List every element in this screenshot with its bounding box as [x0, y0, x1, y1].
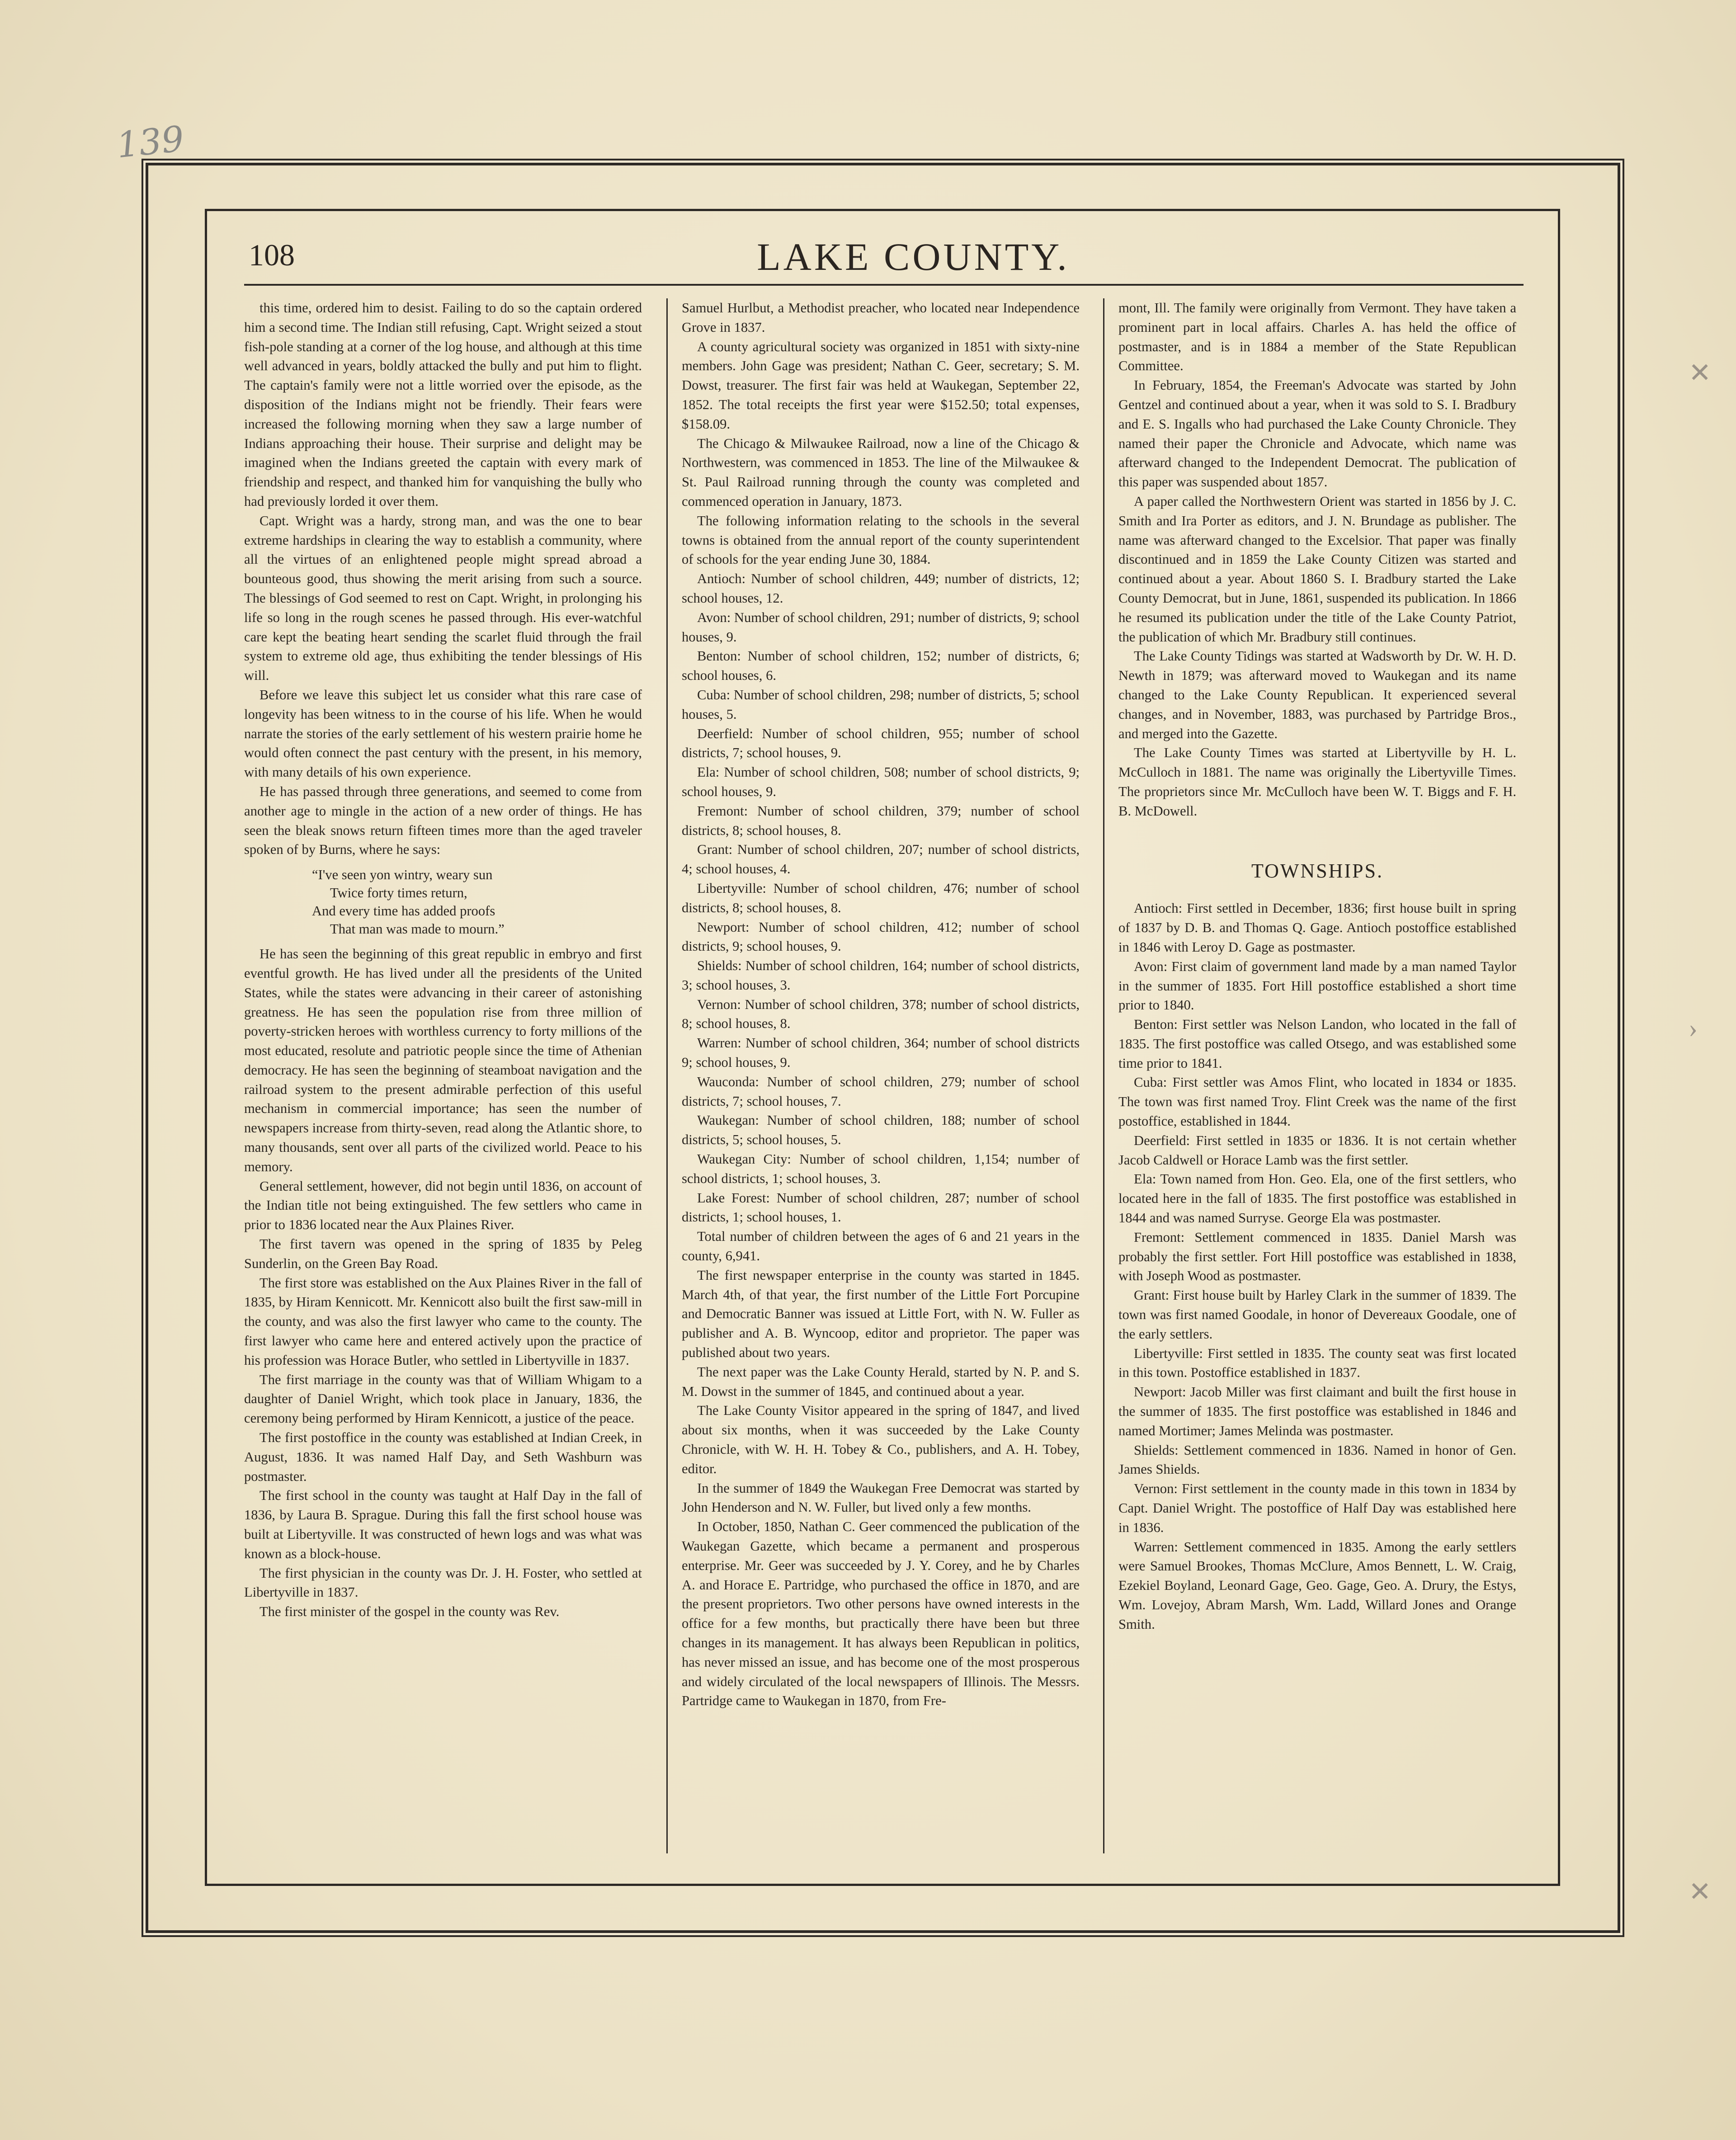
paragraph: The Chicago & Milwaukee Railroad, now a line of the Chicago & Northwestern, was commenced in 1853. The line of the Milwaukee & St. Paul Railroad running through the county was completed and commenced operation in January, 1873.: [682, 435, 1080, 509]
paragraph: The first minister of the gospel in the county was Rev.: [259, 1604, 560, 1620]
paragraph: A county agricultural society was organized in 1851 with sixty-nine members. John Gage was president; Nathan C. Geer, secretary; S. M. Dowst, treasurer. The first fair was held at Waukegan, September 22, 1852. The total receipts the first year were $152.50; total expenses, $158.09.: [682, 339, 1080, 432]
paragraph: Warren: Number of school children, 364; number of school districts 9; school houses, 9.: [682, 1035, 1080, 1070]
paragraph: In October, 1850, Nathan C. Geer commenced the publication of the Waukegan Gazette, which became a permanent and prosperous enterprise. Mr. Geer was succeeded by J. Y. Corey, and he by Charles A. and Horace E. Partridge, who purchased the office in 1870, and are the present proprietors. Two other persons have owned interests in the office for a few months, but practically there have been but three changes in its management. It has always been Republican in politics, has never missed an issue, and has become one of the most prosperous and widely circulated of the local newspapers of Illinois. The Messrs. Partridge came to Waukegan in 1870, from Fre-: [682, 1519, 1080, 1709]
paragraph: Shields: Settlement commenced in 1836. Named in honor of Gen. James Shields.: [1118, 1442, 1516, 1477]
paragraph: Cuba: First settler was Amos Flint, who located in 1834 or 1835. The town was first named Troy. Flint Creek was the name of the first postoffice, established in 1844.: [1118, 1075, 1516, 1129]
paragraph: Newport: Number of school children, 412; number of school districts, 9; school houses, 9.: [682, 919, 1080, 954]
paragraph: Avon: First claim of government land made by a man named Taylor in the summer of 1835. Fort Hill postoffice established a short time prior to 1840.: [1118, 958, 1516, 1013]
header-rule: [244, 284, 1524, 286]
text-column-3: [1118, 298, 1516, 1634]
paragraph: Cuba: Number of school children, 298; number of districts, 5; school houses, 5.: [682, 687, 1080, 722]
paragraph: In February, 1854, the Freeman's Advocate was started by John Gentzel and continued about a year, when it was sold to S. I. Bradbury and E. S. Ingalls who had purchased the Lake County Chronicle. They named their paper the Chronicle and Advocate, which name was afterward changed to the Independent Democrat. The publication of this paper was suspended about 1857.: [1118, 377, 1516, 490]
text-column-2: [682, 298, 1080, 1711]
paragraph: Lake Forest: Number of school children, 287; number of school districts, 1; school houses, 1.: [682, 1190, 1080, 1225]
paragraph: Capt. Wright was a hardy, strong man, and was the one to bear extreme hardships in clearing the way to establish a community, where all the virtues of an enlightened people might spread abroad a bounteous good, thus showing the merit arising from such a source. The blessings of God seemed to rest on Capt. Wright, in prolonging his life so long in the rough scenes he passed through. His ever-watchful care kept the beating heart sending the scarlet fluid through the frail system to extreme old age, thus exhibiting the tender blessings of His will.: [244, 513, 642, 683]
verse-line: And every time has added proofs: [312, 903, 495, 919]
paragraph: Wauconda: Number of school children, 279; number of school districts, 7; school houses, 7.: [682, 1074, 1080, 1109]
paragraph: mont, Ill. The family were originally from Vermont. They have taken a prominent part in local affairs. Charles A. has held the office of postmaster, and is in 1884 a member of the State Republican Committee.: [1118, 300, 1516, 374]
running-head: LAKE COUNTY.: [757, 235, 1070, 278]
column-1-paragraphs-after: [244, 944, 642, 1621]
paragraph: Avon: Number of school children, 291; number of districts, 9; school houses, 9.: [682, 609, 1080, 645]
paragraph: In the summer of 1849 the Waukegan Free Democrat was started by John Henderson and N. W. Fuller, but lived only a few months.: [682, 1480, 1080, 1515]
column-divider: [1103, 298, 1104, 1853]
paragraph: Fremont: Settlement commenced in 1835. Daniel Marsh was probably the first settler. Fort Hill postoffice was established in 1838, with Joseph Wood as postmaster.: [1118, 1229, 1516, 1284]
paragraph: Grant: First house built by Harley Clark in the summer of 1839. The town was first named Goodale, in honor of Devereaux Goodale, one of the early settlers.: [1118, 1287, 1516, 1342]
verse-line: That man was made to mourn.”: [330, 921, 505, 937]
paragraph: Grant: Number of school children, 207; number of school districts, 4; school houses, 4.: [682, 842, 1080, 877]
paragraph: The first physician in the county was Dr. J. H. Foster, who settled at Libertyville in 1837.: [244, 1565, 642, 1600]
paragraph: Shields: Number of school children, 164; number of school districts, 3; school houses, 3.: [682, 958, 1080, 993]
paragraph: He has seen the beginning of this great republic in embryo and first eventful growth. He has lived under all the presidents of the United States, while the states were advancing in their career of astonishing greatness. He has seen the population rise from three million of poverty-stricken heroes with worthless currency to forty millions of the most educated, resolute and patriotic people since the time of Athenian democracy. He has seen the beginning of steamboat navigation and the railroad system to the present admirable perfection of this useful mechanism in commercial importance; has seen the number of newspapers increase from thirty-seven, read along the Atlantic shore, to many thousands, sent over all parts of the civilized world. Peace to his memory.: [244, 946, 642, 1174]
paragraph: Libertyville: First settled in 1835. The county seat was first located in this town. Postoffice established in 1837.: [1118, 1345, 1516, 1381]
paragraph: Deerfield: First settled in 1835 or 1836. It is not certain whether Jacob Caldwell or Horace Lamb was the first settler.: [1118, 1132, 1516, 1168]
paragraph: Before we leave this subject let us consider what this rare case of longevity has been witness to in the course of his life. When he would narrate the stories of the early settlement of his western prairie home he would often connect the past century with the present, in his memory, with many details of his own experience.: [244, 687, 642, 780]
paragraph: Benton: First settler was Nelson Landon, who located in the fall of 1835. The first postoffice was called Otsego, and was established some time prior to 1841.: [1118, 1017, 1516, 1071]
paragraph: The Lake County Visitor appeared in the spring of 1847, and lived about six months, when it was succeeded by the Lake County Chronicle, with W. H. H. Tobey & Co., publishers, and A. H. Tobey, editor.: [682, 1403, 1080, 1476]
paragraph: The first school in the county was taught at Half Day in the fall of 1836, by Laura B. Sprague. During this fall the first school house was built at Libertyville. It was constructed of hewn logs and was what was known as a block-house.: [244, 1488, 642, 1561]
handwritten-page-number: 139: [114, 118, 186, 166]
paragraph: Vernon: First settlement in the county made in this town in 1834 by Capt. Daniel Wright. The postoffice of Half Day was established here in 1836.: [1118, 1481, 1516, 1535]
column-1-paragraphs: [244, 298, 642, 859]
paragraph: Samuel Hurlbut, a Methodist preacher, who located near Independence Grove in 1837.: [682, 300, 1080, 335]
paragraph: The first marriage in the county was that of William Whigam to a daughter of Daniel Wright, which took place in January, 1836, the ceremony being performed by Hiram Kennicott, a justice of the peace.: [244, 1372, 642, 1426]
paragraph: Benton: Number of school children, 152; number of districts, 6; school houses, 6.: [682, 648, 1080, 683]
paragraph: Total number of children between the ages of 6 and 21 years in the county, 6,941.: [682, 1229, 1080, 1264]
paragraph: Newport: Jacob Miller was first claimant and built the first house in the summer of 1835. The first postoffice was established in 1846 and named Mortimer; James Melinda was postmaster.: [1118, 1384, 1516, 1438]
paragraph: Warren: Settlement commenced in 1835. Among the early settlers were Samuel Brookes, Thomas McClure, Amos Bennett, L. W. Craig, Ezekiel Boyland, Leonard Gage, Geo. Gage, Geo. A. Drury, the Estys, Wm. Lovejoy, Abram Marsh, Wm. Ladd, Willard Jones and Orange Smith.: [1118, 1539, 1516, 1632]
paragraph: Deerfield: Number of school children, 955; number of school districts, 7; school houses, 9.: [682, 726, 1080, 761]
paragraph: The first store was established on the Aux Plaines River in the fall of 1835, by Hiram Kennicott. Mr. Kennicott also built the first saw-mill in the county, and was also the first lawyer who came to the county. The first lawyer who came here and entered actively upon the practice of his profession was Horace Butler, who settled in Libertyville in 1837.: [244, 1275, 642, 1368]
column-3-paragraphs-after: [1118, 899, 1516, 1634]
text-column-1: [244, 298, 642, 1621]
column-divider: [666, 298, 668, 1853]
paragraph: Libertyville: Number of school children, 476; number of school districts, 8; school houses, 8.: [682, 880, 1080, 915]
page-number: 108: [249, 238, 295, 272]
paragraph: Antioch: First settled in December, 1836; first house built in spring of 1837 by D. B. and Thomas Q. Gage. Antioch postoffice established in 1846 with Leroy D. Gage as postmaster.: [1118, 900, 1516, 955]
margin-mark: ›: [1689, 1013, 1698, 1043]
column-2-paragraphs: [682, 298, 1080, 1711]
margin-mark: ✕: [1689, 1877, 1712, 1907]
paragraph: Waukegan City: Number of school children, 1,154; number of school districts, 1; school houses, 3.: [682, 1151, 1080, 1186]
paragraph: The first newspaper enterprise in the county was started in 1845. March 4th, of that year, the first number of the Little Fort Porcupine and Democratic Banner was issued at Little Fort, with N. W. Fuller as publisher and A. B. Wyncoop, editor and proprietor. The paper was published about two years.: [682, 1267, 1080, 1361]
paragraph: General settlement, however, did not begin until 1836, on account of the Indian title not being extinguished. The few settlers who came in prior to 1836 located near the Aux Plaines River.: [244, 1178, 642, 1233]
verse-line: Twice forty times return,: [330, 885, 467, 901]
paragraph: Fremont: Number of school children, 379; number of school districts, 8; school houses, 8.: [682, 803, 1080, 838]
paragraph: The Lake County Tidings was started at Wadsworth by Dr. W. H. D. Newth in 1879; was afterward moved to Waukegan and its name changed to the Lake County Republican. It experienced several changes, and in November, 1883, was purchased by Partridge Bros., and merged into the Gazette.: [1118, 648, 1516, 741]
paragraph: Ela: Town named from Hon. Geo. Ela, one of the first settlers, who located here in the fall of 1835. The first postoffice was established in 1844 and was named Surryse. George Ela was postmaster.: [1118, 1171, 1516, 1226]
paragraph: Antioch: Number of school children, 449; number of districts, 12; school houses, 12.: [682, 571, 1080, 606]
column-3-paragraphs: [1118, 298, 1516, 821]
paragraph: The next paper was the Lake County Herald, started by N. P. and S. M. Dowst in the summer of 1845, and continued about a year.: [682, 1364, 1080, 1399]
paragraph: He has passed through three generations, and seemed to come from another age to mingle in the action of a new order of things. He has seen the bleak snows return fifteen times more than the aged traveler spoken of by Burns, where he says:: [244, 783, 642, 858]
section-heading-townships: TOWNSHIPS.: [1251, 859, 1383, 882]
paragraph: Ela: Number of school children, 508; number of school districts, 9; school houses, 9.: [682, 764, 1080, 799]
verse-quote: [312, 866, 642, 938]
paragraph: The first tavern was opened in the spring of 1835 by Peleg Sunderlin, on the Green Bay Road.: [244, 1236, 642, 1271]
paragraph: Waukegan: Number of school children, 188; number of school districts, 5; school houses, 5.: [682, 1112, 1080, 1148]
verse-line: “I've seen yon wintry, weary sun: [312, 867, 493, 883]
paragraph: The following information relating to the schools in the several towns is obtained from the annual report of the county superintendent of schools for the year ending June 30, 1884.: [682, 513, 1080, 567]
paragraph: The Lake County Times was started at Libertyville by H. L. McCulloch in 1881. The name was originally the Libertyville Times. The proprietors since Mr. McCulloch have been W. T. Biggs and F. H. B. McDowell.: [1118, 745, 1516, 819]
paragraph: this time, ordered him to desist. Failing to do so the captain ordered him a second time. The Indian still refusing, Capt. Wright seized a stout fish-pole standing at a corner of the log house, and although at this time well advanced in years, boldly attacked the bully and put him to flight. The captain's family were not a little worried over the episode, as the disposition of the Indians might not be friendly. Their fears were increased the following morning when they saw a large number of Indians approaching their house. Their surprise and delight may be imagined when the Indians greeted the captain with every mark of friendship and respect, and thanked him for vanquishing the bully who had previously lorded it over them.: [244, 300, 642, 509]
paragraph: Vernon: Number of school children, 378; number of school districts, 8; school houses, 8.: [682, 996, 1080, 1032]
paragraph: A paper called the Northwestern Orient was started in 1856 by J. C. Smith and Ira Porter as editors, and J. N. Brundage as publisher. The name was afterward changed to the Excelsior. That paper was finally discontinued and in 1859 the Lake County Citizen was started and continued about a year. About 1860 S. I. Bradbury started the Lake County Democrat, but in June, 1861, suspended its publication. In 1866 he resumed its publication under the title of the Lake County Patriot, the publication of which Mr. Bradbury still continues.: [1118, 493, 1516, 645]
margin-mark: ✕: [1689, 358, 1712, 388]
paragraph: The first postoffice in the county was established at Indian Creek, in August, 1836. It was named Half Day, and Seth Washburn was postmaster.: [244, 1430, 642, 1484]
